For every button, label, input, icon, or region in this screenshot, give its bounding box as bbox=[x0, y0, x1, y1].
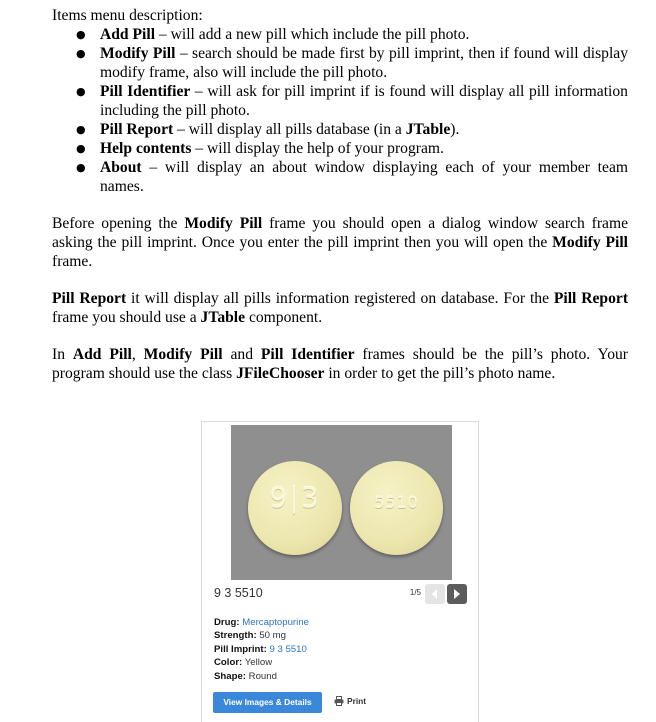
item-name: Add Pill bbox=[100, 26, 156, 43]
info-label: Shape: bbox=[214, 670, 246, 682]
bullet-icon: ● bbox=[76, 47, 86, 60]
next-image-button[interactable] bbox=[447, 584, 467, 604]
text-run: Before opening the bbox=[52, 215, 185, 232]
paragraph-pill-photo bbox=[52, 345, 628, 383]
list-item bbox=[52, 120, 628, 139]
bold-run: Modify Pill bbox=[143, 346, 223, 363]
text-run: frame you should use a bbox=[52, 309, 201, 326]
view-images-details-button[interactable]: View Images & Details bbox=[213, 692, 322, 713]
item-desc: – will ask for pill imprint if is found will display all pill information including the pill photo. bbox=[100, 83, 628, 119]
bullet-icon: ● bbox=[76, 123, 86, 136]
bold-run: JFileChooser bbox=[236, 365, 325, 382]
info-label: Color: bbox=[214, 657, 243, 669]
info-value: Round bbox=[248, 670, 277, 682]
text-run: , bbox=[131, 346, 144, 363]
info-row-color bbox=[214, 656, 309, 669]
bold-run: Modify Pill bbox=[184, 215, 263, 232]
bullet-icon: ● bbox=[76, 28, 86, 41]
pager-count: 1/5 bbox=[409, 588, 421, 597]
bullet-icon: ● bbox=[76, 161, 86, 174]
info-label: Pill Imprint: bbox=[214, 643, 267, 655]
pill-name-row bbox=[213, 584, 467, 606]
pill-imprint-left: 9|3 bbox=[269, 481, 321, 514]
pill-imprint-right: 5510 bbox=[374, 493, 419, 512]
item-desc-bold: JTable bbox=[405, 121, 451, 138]
info-value: Yellow bbox=[244, 657, 273, 669]
text-run: frames should be the pill’s photo. Your program should use the class bbox=[52, 346, 628, 382]
text-run: and bbox=[222, 346, 261, 363]
text-run: it will display all pills information registered on database. For the bbox=[126, 290, 554, 307]
bold-run: Add Pill bbox=[72, 346, 132, 363]
item-name: About bbox=[100, 159, 142, 176]
text-run: In bbox=[52, 346, 73, 363]
item-name: Help contents bbox=[100, 140, 192, 157]
chevron-right-icon bbox=[453, 589, 461, 599]
info-value: 50 mg bbox=[259, 630, 286, 642]
list-item bbox=[52, 44, 628, 82]
printer-icon bbox=[334, 696, 344, 706]
item-name: Pill Report bbox=[100, 121, 174, 138]
text-run: frame you should open a dialog window search frame asking the pill imprint. Once you enter the pill imprint then you will open the bbox=[52, 215, 628, 251]
bold-run: Pill Report bbox=[553, 290, 629, 307]
info-label: Drug: bbox=[214, 617, 240, 628]
pill-card bbox=[201, 421, 479, 722]
bold-run: JTable bbox=[200, 309, 246, 326]
info-label: Strength: bbox=[214, 630, 257, 642]
text-run: component. bbox=[245, 309, 323, 326]
pill-name: 9 3 5510 bbox=[214, 586, 263, 600]
item-desc: – will display an about window displaying each of your member team names. bbox=[100, 159, 628, 195]
list-item bbox=[52, 139, 628, 158]
pill-image-right bbox=[350, 461, 443, 555]
info-row-drug bbox=[214, 616, 309, 629]
bullet-icon: ● bbox=[76, 142, 86, 155]
pill-image-left bbox=[248, 461, 342, 555]
item-desc: – search should be made first by pill imprint, then if found will display modify frame, also will include the pill photo. bbox=[100, 45, 628, 81]
item-name: Pill Identifier bbox=[100, 83, 191, 100]
paragraph-modify-pill bbox=[52, 214, 628, 271]
drug-link[interactable]: Mercaptopurine bbox=[242, 617, 309, 628]
text-run: frame. bbox=[52, 253, 93, 270]
bold-run: Modify Pill bbox=[552, 234, 629, 251]
paragraph-pill-report bbox=[52, 289, 628, 327]
pill-photo[interactable] bbox=[231, 425, 452, 580]
print-label: Print bbox=[347, 696, 367, 706]
chevron-left-icon bbox=[431, 589, 439, 599]
menu-intro: Items menu description: bbox=[52, 7, 203, 24]
bold-run: Pill Report bbox=[52, 290, 127, 307]
prev-image-button[interactable] bbox=[425, 584, 445, 604]
info-row-shape bbox=[214, 670, 309, 683]
imprint-link[interactable]: 9 3 5510 bbox=[269, 643, 307, 655]
item-desc: – will display all pills database (in a bbox=[173, 121, 406, 138]
pill-info bbox=[214, 616, 309, 683]
list-item bbox=[52, 158, 628, 196]
list-item bbox=[52, 25, 628, 44]
item-desc: – will add a new pill which include the pill photo. bbox=[155, 26, 470, 43]
menu-description-list bbox=[52, 25, 628, 196]
document-body bbox=[52, 6, 628, 383]
print-button[interactable] bbox=[334, 696, 366, 706]
item-desc: – will display the help of your program. bbox=[191, 140, 444, 157]
bullet-icon: ● bbox=[76, 85, 86, 98]
info-row-imprint bbox=[214, 643, 309, 656]
bold-run: Pill Identifier bbox=[260, 346, 355, 363]
text-run: in order to get the pill’s photo name. bbox=[324, 365, 556, 382]
info-row-strength bbox=[214, 629, 309, 642]
item-desc-end: ). bbox=[450, 121, 460, 138]
item-name: Modify Pill bbox=[100, 45, 176, 62]
list-item bbox=[52, 82, 628, 120]
